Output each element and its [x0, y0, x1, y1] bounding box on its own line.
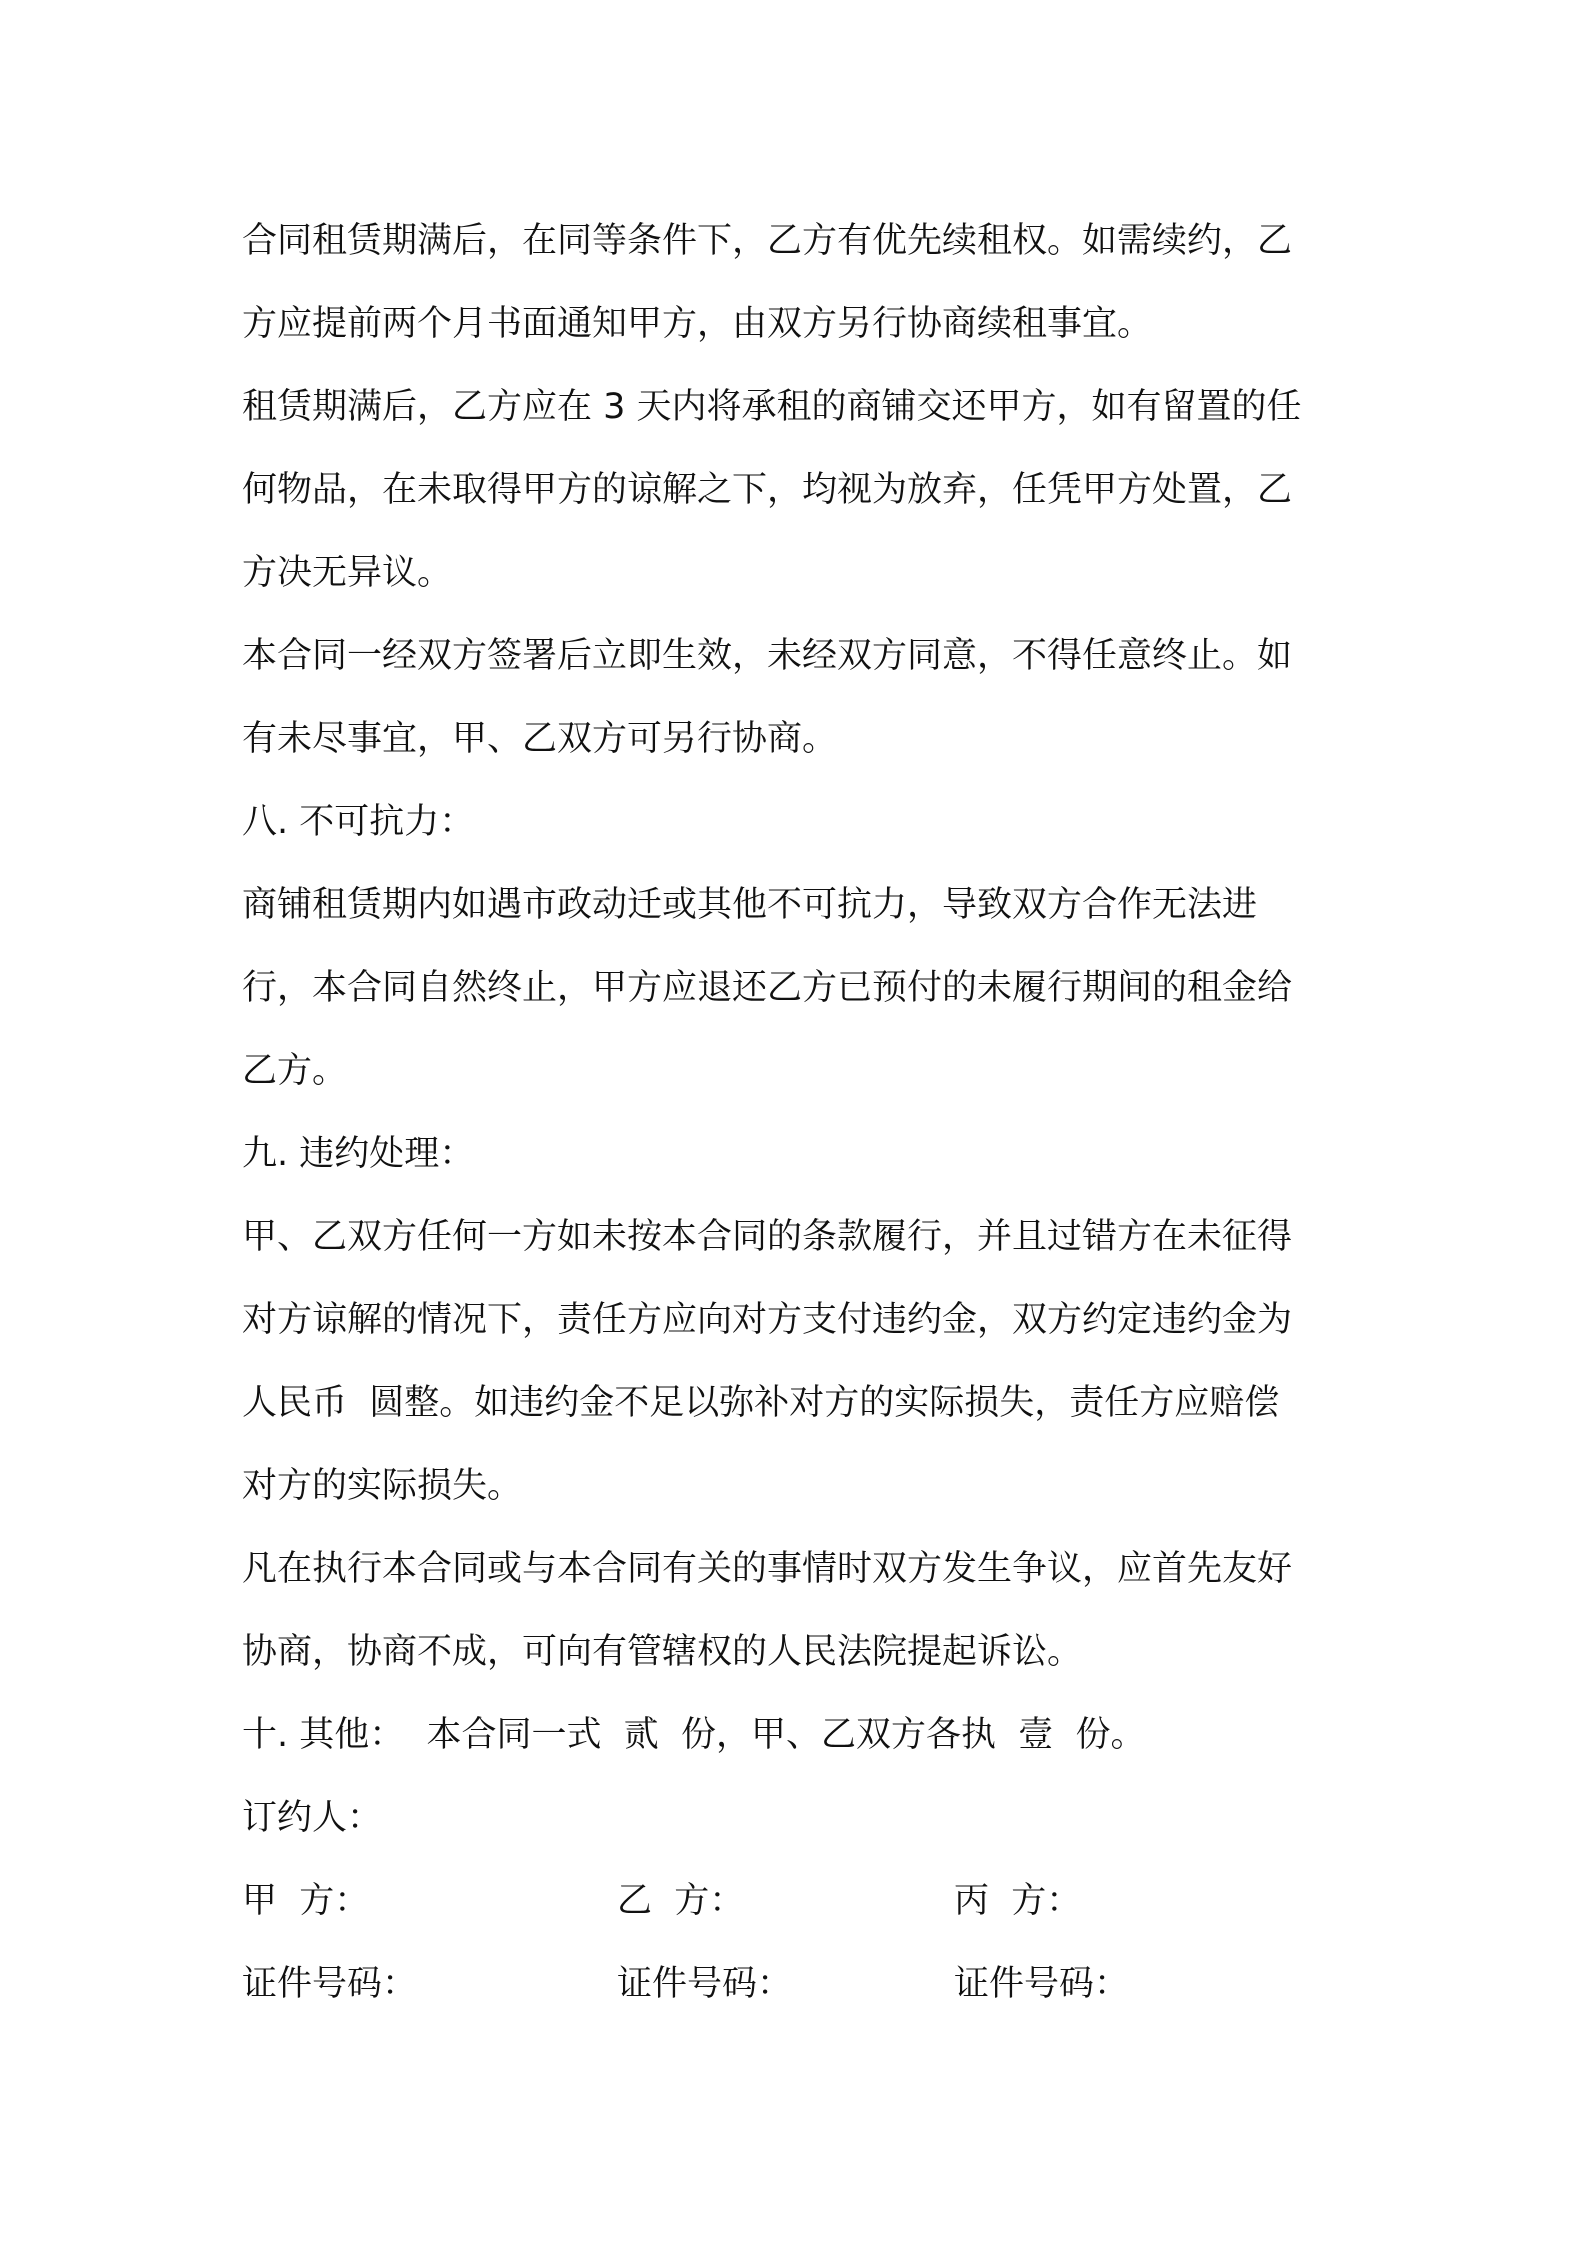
party-a-id-label: 证件号码： [242, 1964, 418, 2004]
force-majeure-heading: 八. 不可抗力： [242, 802, 475, 842]
party-b-label: 乙 方： [617, 1881, 745, 1921]
party-c-id-label: 证件号码： [954, 1964, 1130, 2004]
force-majeure-clause: 商铺租赁期内如遇市政动迁或其他不可抗力，导致双方合作无法进 行，本合同自然终止，甲方应退还乙方已预付的未履行期间的租金给 乙方。 [242, 885, 1293, 1091]
other-clause: 十. 其他： 本合同一式 贰 份，甲、乙双方各执 壹 份。 [242, 1715, 1146, 1755]
party-c-label: 丙 方： [954, 1881, 1082, 1921]
id-numbers-row [242, 1943, 1362, 2026]
effectiveness-clause: 本合同一经双方签署后立即生效，未经双方同意，不得任意终止。如 有未尽事宜，甲、乙双方可另行协商。 [242, 636, 1293, 759]
party-names-row [242, 1860, 1362, 1943]
renewal-clause: 合同租赁期满后，在同等条件下，乙方有优先续租权。如需续约，乙 方应提前两个月书面通知甲方，由双方另行协商续租事宜。 [242, 221, 1293, 344]
signatories-label: 订约人： [242, 1798, 383, 1838]
contract-body [242, 200, 1362, 2026]
return-premises-clause: 租赁期满后，乙方应在 3 天内将承租的商铺交还甲方，如有留置的任 何物品，在未取得甲方的谅解之下，均视为放弃，任凭甲方处置，乙 方决无异议。 [242, 387, 1302, 593]
breach-clause: 甲、乙双方任何一方如未按本合同的条款履行，并且过错方在未征得 对方谅解的情况下，责任方应向对方支付违约金，双方约定违约金为 人民币 圆整。如违约金不足以弥补对方的实际损失，责任方应赔偿 对方的实际损失。 [242, 1217, 1293, 1506]
dispute-clause: 凡在执行本合同或与本合同有关的事情时双方发生争议，应首先友好 协商，协商不成，可向有管辖权的人民法院提起诉讼。 [242, 1549, 1293, 1672]
party-a-label: 甲 方： [242, 1881, 370, 1921]
breach-heading: 九. 违约处理： [242, 1134, 475, 1174]
party-b-id-label: 证件号码： [617, 1964, 793, 2004]
